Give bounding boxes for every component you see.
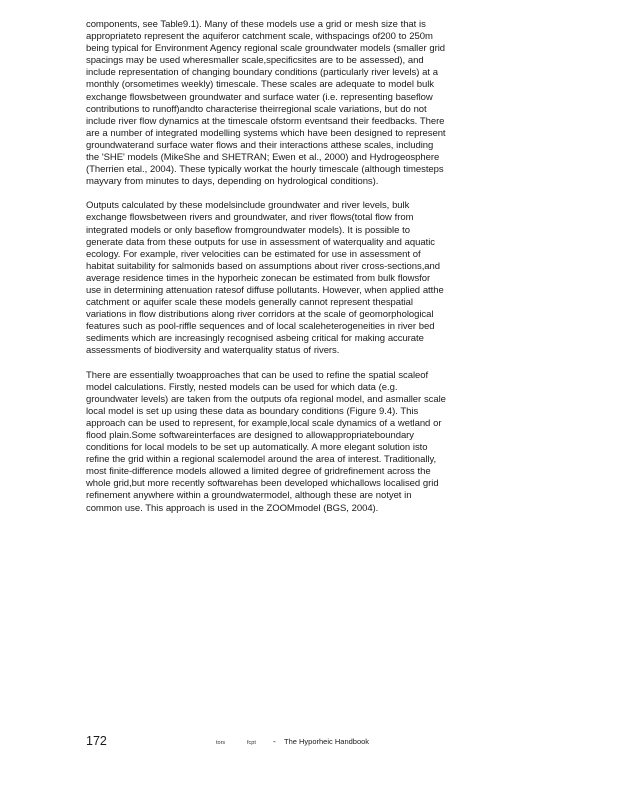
text-line: the 'SHE' models (MikeShe and SHETRAN; Ewen et al., 2000) and Hydrogeosphere [86,152,440,164]
paragraph [86,200,510,357]
text-line: sediments which are increasingly recognised asbeing critical for making accurate [86,333,424,345]
text-line: flood plain.Some softwareinterfaces are designed to allowappropriateboundary [86,430,414,441]
text-line: spacings may be used wheresmaller scale,specificsites are to be assessed), and [86,55,424,67]
text-line: exchange flowsbetween rivers and groundwater, and river flows(total flow from [86,212,414,224]
text-line: mayvary from minutes to days, depending on hydrological conditions). [86,176,379,188]
paragraph [86,19,510,188]
text-line: approach can be used to represent, for example,local scale dynamics of a wetland or [86,417,442,429]
text-line: being typical for Environment Agency regional scale groundwater models (smaller grid [86,43,445,55]
text-line: local model is set up using these data as boundary conditions (Figure 9.4). This [86,405,419,417]
text-line: generate data from these outputs for use in assessment of waterquality and aquatic [86,236,435,248]
text-line: variations in flow distributions along river corridors at the scale of geomorphological [86,309,434,321]
text-line: (Therrien etal., 2004). These typically workat the hourly timescale (although timesteps [86,164,444,176]
text-line: components, see Table9.1). Many of these models use a grid or mesh size that is [86,19,426,30]
footer-mark: fcpt [247,740,256,746]
page-footer [86,733,546,749]
text-line: groundwater levels) are taken from the outputs ofa regional model, and asmaller scale [86,393,446,405]
footer-separator: - [273,737,276,746]
text-line: are a number of integrated modelling systems which have been designed to represent [86,127,446,139]
body-text [86,19,510,527]
running-title: The Hyporheic Handbook [284,737,370,746]
text-line: monthly (orsometimes weekly) timescale. These scales are adequate to model bulk [86,79,434,91]
text-line: ecology. For example, river velocities can be estimated for use in assessment of [86,248,421,260]
footer-mark: tors [216,740,226,746]
text-line: contributions to runoff)andto characterise theirregional scale variations, but do not [86,103,427,115]
text-line: integrated models or only baseflow fromgroundwater models). It is possible to [86,224,410,236]
text-line: average residence times in the hyporheic zonecan be estimated from bulk flowsfor [86,272,431,284]
text-line: exchange flowsbetween groundwater and surface water (i.e. representing baseflow [86,91,433,103]
text-line: catchment or aquifer scale these models generally cannot represent thespatial [86,297,413,309]
text-line: most finite-difference models allowed a limited degree of gridrefinement across the [86,466,431,478]
text-line: appropriateto represent the aquiferor catchment scale, withspacings of200 to 250m [86,31,433,43]
text-line: use in determining attenuation ratesof diffuse pollutants. However, when applied atthe [86,284,444,296]
text-line: refinement anywhere within a groundwatermodel, although these are notyet in [86,490,412,502]
text-line: conditions for local models to be set up automatically. A more elegant solution isto [86,442,428,454]
text-line: whole grid,but more recently softwarehas been developed whichallows localised grid [86,478,439,490]
text-line: Outputs calculated by these modelsinclude groundwater and river levels, bulk [86,200,410,212]
text-line: groundwaterand surface water flows and their interactions atthese scales, including [86,139,434,151]
page-number: 172 [86,734,107,748]
text-line: common use. This approach is used in the ZOOMmodel (BGS, 2004). [86,502,379,514]
text-line: There are essentially twoapproaches that can be used to refine the spatial scaleof [86,369,429,381]
text-line: refine the grid within a regional scalemodel around the area of interest. Traditionally, [86,454,437,466]
text-line: assessments of biodiversity and waterquality status of rivers. [86,345,340,357]
paragraph [86,370,510,515]
text-line: habitat suitability for salmonids based on assumptions about river cross-sections,and [86,260,440,272]
text-line: include representation of changing boundary conditions (particularly river levels) at a [86,67,438,79]
text-line: features such as pool-riffle sequences and of local scaleheterogeneities in river bed [86,321,435,333]
text-line: model calculations. Firstly, nested models can be used for which data (e.g. [86,381,398,393]
text-line: include river flow dynamics at the timescale ofstorm eventsand their feedbacks. There [86,115,445,127]
